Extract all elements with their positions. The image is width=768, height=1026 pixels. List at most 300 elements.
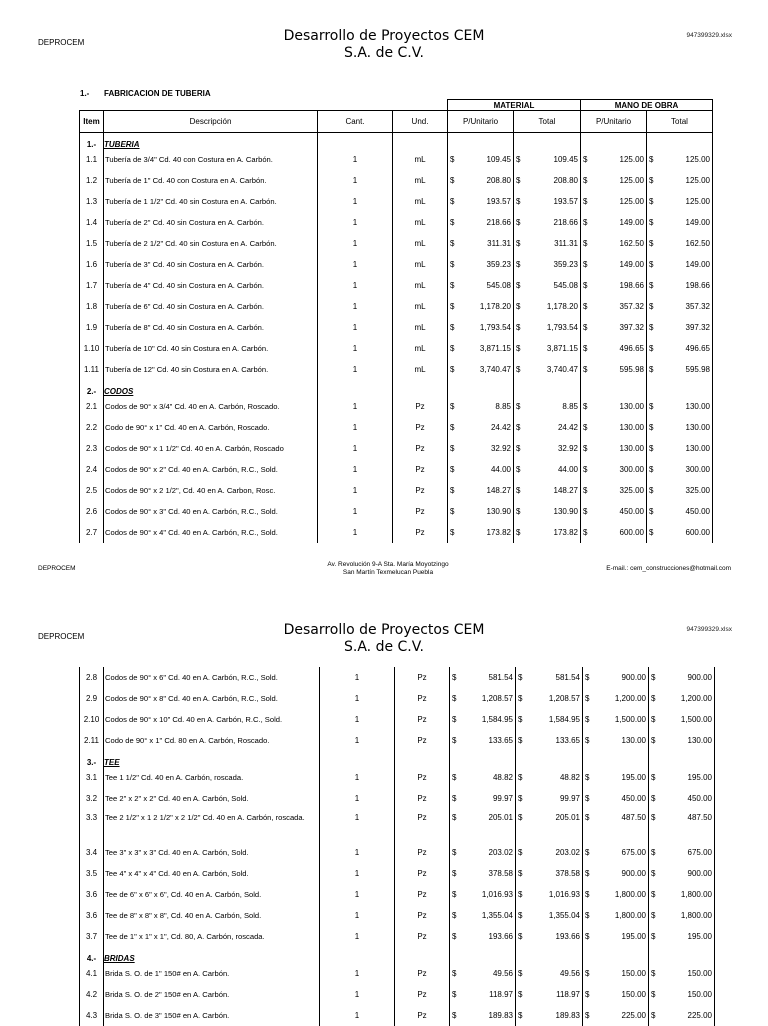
labor-total-value: 130.00 [685,402,710,411]
item-description: Tubería de 2 1/2" Cd. 40 sin Costura en A. Carbón. [104,233,318,254]
currency-symbol: $ [516,344,521,353]
currency-symbol: $ [516,302,521,311]
item-description: Tubería de 12" Cd. 40 sin Costura en A. Carbón. [104,359,318,380]
item-number: 1.4 [80,212,104,233]
labor-total-value: 149.00 [685,218,710,227]
labor-unit-price [581,396,647,417]
material-total [514,459,581,480]
section-number: 2.- [80,380,104,396]
currency-symbol: $ [583,302,588,311]
material-unit-price [448,317,514,338]
material-unit-price [450,963,516,984]
labor-unit-price-value: 198.66 [619,281,644,290]
company-name: DEPROCEM [38,38,85,47]
material-total [514,212,581,233]
item-unit: Pz [395,1005,450,1026]
material-total-value: 189.83 [555,1011,580,1020]
material-unit-price-value: 49.56 [492,969,513,978]
item-quantity: 1 [320,984,395,1005]
material-header: MATERIAL [448,100,581,111]
labor-total [649,788,715,809]
item-description: Tubería de 4" Cd. 40 sin Costura en A. Carbón. [104,275,318,296]
item-quantity: 1 [320,905,395,926]
material-total [516,963,583,984]
item-quantity: 1 [318,459,393,480]
table-row [80,984,715,1005]
currency-symbol: $ [452,794,457,803]
item-number: 2.4 [80,459,104,480]
currency-symbol: $ [583,344,588,353]
currency-symbol: $ [450,365,455,374]
item-quantity: 1 [320,788,395,809]
item-quantity: 1 [318,396,393,417]
labor-total-value: 300.00 [685,465,710,474]
labor-unit-price-value: 300.00 [619,465,644,474]
item-description: Tee 4" x 4" x 4" Cd. 40 en A. Carbón, Sold. [104,863,320,884]
item-unit: Pz [395,926,450,947]
material-total-value: 48.82 [559,773,580,782]
item-quantity: 1 [320,884,395,905]
item-number: 3.3 [80,809,104,842]
labor-unit-price [583,730,649,751]
currency-symbol: $ [649,239,654,248]
labor-total-value: 150.00 [687,969,712,978]
quote-table-page-2 [79,667,715,1026]
currency-symbol: $ [450,507,455,516]
item-unit: Pz [395,963,450,984]
material-total [516,905,583,926]
currency-symbol: $ [585,890,590,899]
col-cant: Cant. [318,111,393,133]
currency-symbol: $ [518,1011,523,1020]
material-total [516,809,583,842]
material-total-value: 44.00 [557,465,578,474]
material-total [514,417,581,438]
currency-symbol: $ [450,486,455,495]
currency-symbol: $ [516,260,521,269]
labor-total-value: 397.32 [685,323,710,332]
labor-total [647,275,713,296]
item-number: 1.11 [80,359,104,380]
item-number: 1.10 [80,338,104,359]
material-unit-price [450,788,516,809]
currency-symbol: $ [583,281,588,290]
material-unit-price-value: 205.01 [488,813,513,822]
table-row [80,809,715,842]
material-total-value: 148.27 [553,486,578,495]
material-total-value: 24.42 [557,423,578,432]
item-unit: mL [393,212,448,233]
labor-total-value: 195.00 [687,773,712,782]
material-total-value: 581.54 [555,673,580,682]
labor-total [647,233,713,254]
labor-unit-price-value: 357.32 [619,302,644,311]
material-unit-price [448,359,514,380]
item-unit: Pz [395,688,450,709]
item-number: 1.2 [80,170,104,191]
labor-total-value: 325.00 [685,486,710,495]
material-unit-price [448,296,514,317]
item-description: Tubería de 2" Cd. 40 sin Costura en A. Carbón. [104,212,318,233]
material-total-value: 193.66 [555,932,580,941]
labor-unit-price-value: 225.00 [621,1011,646,1020]
item-quantity: 1 [318,438,393,459]
labor-unit-price-value: 195.00 [621,773,646,782]
currency-symbol: $ [649,444,654,453]
currency-symbol: $ [450,302,455,311]
filename: 947399329.xlsx [686,32,732,39]
material-total [514,275,581,296]
currency-symbol: $ [651,673,656,682]
page-title [0,622,768,656]
currency-symbol: $ [649,197,654,206]
currency-symbol: $ [649,344,654,353]
currency-symbol: $ [516,239,521,248]
labor-unit-price [581,480,647,501]
material-total [514,317,581,338]
footer-company: DEPROCEM [38,565,76,572]
item-quantity: 1 [320,863,395,884]
labor-unit-price-value: 1,200.00 [614,694,646,703]
labor-total-value: 1,800.00 [680,911,712,920]
labor-unit-price-value: 900.00 [621,869,646,878]
material-total [514,170,581,191]
labor-total [647,149,713,170]
labor-unit-price [581,438,647,459]
labor-unit-price [581,296,647,317]
item-number: 2.11 [80,730,104,751]
material-total-value: 99.97 [559,794,580,803]
labor-unit-price-value: 496.65 [619,344,644,353]
item-unit: mL [393,149,448,170]
currency-symbol: $ [651,932,656,941]
section-title: TEE [104,751,320,767]
currency-symbol: $ [651,990,656,999]
item-description: Tee de 1" x 1" x 1", Cd. 80, A. Carbón, roscada. [104,926,320,947]
labor-unit-price-value: 397.32 [619,323,644,332]
material-unit-price-value: 118.97 [489,990,513,999]
currency-symbol: $ [585,848,590,857]
item-unit: Pz [395,884,450,905]
item-description: Codos de 90° x 6" Cd. 40 en A. Carbón, R.C., Sold. [104,667,320,688]
item-description: Tubería de 1" Cd. 40 con Costura en A. Carbón. [104,170,318,191]
labor-unit-price-value: 487.50 [621,813,646,822]
item-description: Tubería de 3/4" Cd. 40 con Costura en A. Carbón. [104,149,318,170]
labor-unit-price [583,709,649,730]
material-total-value: 109.45 [553,155,578,164]
currency-symbol: $ [649,465,654,474]
currency-symbol: $ [450,344,455,353]
table-row [80,522,713,543]
material-unit-price [450,926,516,947]
labor-unit-price [581,212,647,233]
currency-symbol: $ [516,528,521,537]
material-total [514,522,581,543]
currency-symbol: $ [651,1011,656,1020]
material-total-value: 3,871.15 [546,344,578,353]
currency-symbol: $ [518,969,523,978]
labor-total [647,417,713,438]
labor-unit-price [581,170,647,191]
col-mano-total: Total [647,111,713,133]
currency-symbol: $ [450,465,455,474]
item-unit: Pz [393,480,448,501]
material-unit-price-value: 109.45 [486,155,511,164]
labor-unit-price [583,905,649,926]
item-description: Tee 2 1/2" x 1 2 1/2" x 2 1/2" Cd. 40 en A. Carbón, roscada. [104,809,320,842]
material-unit-price-value: 1,178.20 [479,302,511,311]
currency-symbol: $ [518,990,523,999]
material-unit-price [448,191,514,212]
labor-unit-price-value: 595.98 [619,365,644,374]
labor-total [647,317,713,338]
currency-symbol: $ [583,197,588,206]
labor-unit-price-value: 149.00 [619,218,644,227]
item-description: Codos de 90° x 2 1/2", Cd. 40 en A. Carbon, Rosc. [104,480,318,501]
material-total-value: 1,355.04 [548,911,580,920]
item-unit: Pz [395,667,450,688]
labor-unit-price [583,926,649,947]
currency-symbol: $ [583,423,588,432]
table-row [80,905,715,926]
item-number: 1.9 [80,317,104,338]
currency-symbol: $ [649,507,654,516]
material-total-value: 3,740.47 [546,365,578,374]
material-total-value: 173.82 [553,528,578,537]
labor-unit-price [583,667,649,688]
currency-symbol: $ [583,402,588,411]
section-row [80,751,715,767]
currency-symbol: $ [649,155,654,164]
labor-unit-price-value: 600.00 [619,528,644,537]
material-unit-price [450,709,516,730]
labor-total [649,905,715,926]
material-total-value: 1,584.95 [548,715,580,724]
labor-unit-price-value: 1,800.00 [614,890,646,899]
currency-symbol: $ [516,444,521,453]
currency-symbol: $ [651,911,656,920]
currency-symbol: $ [649,176,654,185]
mano-de-obra-header: MANO DE OBRA [581,100,713,111]
page-2 [0,600,768,1024]
material-total [516,788,583,809]
item-quantity: 1 [318,233,393,254]
quote-table-page-1 [79,99,713,543]
labor-unit-price-value: 150.00 [621,969,646,978]
material-total [516,667,583,688]
currency-symbol: $ [649,423,654,432]
material-unit-price-value: 130.90 [486,507,511,516]
labor-total-value: 1,800.00 [680,890,712,899]
labor-total [649,688,715,709]
section-title: TUBERIA [104,133,318,150]
material-total-value: 359.23 [553,260,578,269]
material-unit-price-value: 1,208.57 [481,694,513,703]
labor-total [647,459,713,480]
item-number: 2.6 [80,501,104,522]
labor-unit-price [583,788,649,809]
table-row [80,396,713,417]
material-total-value: 130.90 [553,507,578,516]
item-unit: Pz [395,863,450,884]
material-unit-price [450,809,516,842]
currency-symbol: $ [651,869,656,878]
currency-symbol: $ [649,302,654,311]
currency-symbol: $ [583,507,588,516]
labor-unit-price-value: 900.00 [621,673,646,682]
item-number: 3.5 [80,863,104,884]
item-number: 1.7 [80,275,104,296]
item-number: 3.1 [80,767,104,788]
currency-symbol: $ [649,365,654,374]
labor-total-value: 595.98 [685,365,710,374]
labor-unit-price-value: 130.00 [619,444,644,453]
table-row [80,191,713,212]
currency-symbol: $ [583,239,588,248]
item-description: Tubería de 8" Cd. 40 sin Costura en A. Carbón. [104,317,318,338]
item-description: Codos de 90° x 8" Cd. 40 en A. Carbón, R.C., Sold. [104,688,320,709]
material-unit-price [448,254,514,275]
currency-symbol: $ [583,528,588,537]
item-quantity: 1 [318,317,393,338]
currency-symbol: $ [518,773,523,782]
currency-symbol: $ [450,281,455,290]
labor-total [649,1005,715,1026]
footer-address-line-2: San Martín Texmelucan Puebla [342,569,434,576]
item-description: Tee de 8" x 8" x 8", Cd. 40 en A. Carbón, Sold. [104,905,320,926]
item-number: 3.7 [80,926,104,947]
labor-unit-price [581,254,647,275]
labor-total [647,338,713,359]
item-unit: mL [393,359,448,380]
currency-symbol: $ [583,365,588,374]
labor-unit-price [581,338,647,359]
material-unit-price-value: 359.23 [486,260,511,269]
item-quantity: 1 [318,191,393,212]
currency-symbol: $ [585,911,590,920]
labor-total [649,884,715,905]
material-unit-price [448,438,514,459]
currency-symbol: $ [450,239,455,248]
item-unit: mL [393,170,448,191]
item-description: Brida S. O. de 2" 150# en A. Carbón. [104,984,320,1005]
title-line-1: Desarrollo de Proyectos CEM [283,622,485,638]
currency-symbol: $ [452,773,457,782]
item-quantity: 1 [318,296,393,317]
currency-symbol: $ [585,1011,590,1020]
item-quantity: 1 [318,212,393,233]
currency-symbol: $ [585,694,590,703]
material-total-value: 8.85 [562,402,578,411]
labor-total [647,501,713,522]
item-description: Codos de 90° x 10" Cd. 40 en A. Carbón, R.C., Sold. [104,709,320,730]
item-description: Tee 1 1/2" Cd. 40 en A. Carbón, roscada. [104,767,320,788]
table-row [80,963,715,984]
currency-symbol: $ [585,932,590,941]
material-unit-price-value: 1,793.54 [479,323,511,332]
material-unit-price [448,396,514,417]
material-total [514,296,581,317]
labor-total [649,842,715,863]
table-row [80,842,715,863]
currency-symbol: $ [649,402,654,411]
material-total-value: 193.57 [553,197,578,206]
table-row [80,212,713,233]
table-row [80,730,715,751]
labor-unit-price [581,233,647,254]
material-total [514,149,581,170]
material-unit-price-value: 32.92 [490,444,511,453]
table-row [80,709,715,730]
material-total [516,884,583,905]
labor-unit-price [583,884,649,905]
labor-total [647,522,713,543]
col-descripcion: Descripción [104,111,318,133]
labor-unit-price-value: 150.00 [621,990,646,999]
labor-total-value: 195.00 [687,932,712,941]
labor-unit-price [583,688,649,709]
section-row [80,133,713,150]
labor-unit-price-value: 1,800.00 [614,911,646,920]
material-unit-price [448,501,514,522]
material-unit-price [448,480,514,501]
material-total [514,396,581,417]
material-unit-price [448,417,514,438]
material-total [514,338,581,359]
currency-symbol: $ [450,402,455,411]
item-quantity: 1 [318,170,393,191]
title-line-2: S.A. de C.V. [344,45,424,61]
labor-total-value: 198.66 [685,281,710,290]
material-unit-price [448,212,514,233]
section-row [80,947,715,963]
currency-symbol: $ [516,402,521,411]
currency-symbol: $ [583,155,588,164]
table-row [80,480,713,501]
labor-total [647,359,713,380]
labor-total-value: 130.00 [685,423,710,432]
currency-symbol: $ [585,869,590,878]
item-number: 1.3 [80,191,104,212]
section-number: 1.- [80,133,104,150]
title-line-1: Desarrollo de Proyectos CEM [283,28,485,44]
labor-unit-price [583,767,649,788]
material-total-value: 311.31 [554,239,578,248]
material-unit-price-value: 545.08 [486,281,511,290]
currency-symbol: $ [452,694,457,703]
material-total-value: 1,178.20 [546,302,578,311]
item-number: 2.7 [80,522,104,543]
item-number: 1.1 [80,149,104,170]
currency-symbol: $ [518,694,523,703]
material-unit-price [450,884,516,905]
labor-unit-price-value: 149.00 [619,260,644,269]
table-row [80,233,713,254]
currency-symbol: $ [450,323,455,332]
currency-symbol: $ [452,990,457,999]
currency-symbol: $ [649,323,654,332]
material-total [516,730,583,751]
labor-unit-price-value: 125.00 [619,176,644,185]
material-total-value: 1,208.57 [548,694,580,703]
labor-total-value: 130.00 [685,444,710,453]
item-description: Brida S. O. de 3" 150# en A. Carbón. [104,1005,320,1026]
item-quantity: 1 [320,926,395,947]
item-quantity: 1 [318,501,393,522]
currency-symbol: $ [585,715,590,724]
material-total [514,233,581,254]
currency-symbol: $ [583,486,588,495]
